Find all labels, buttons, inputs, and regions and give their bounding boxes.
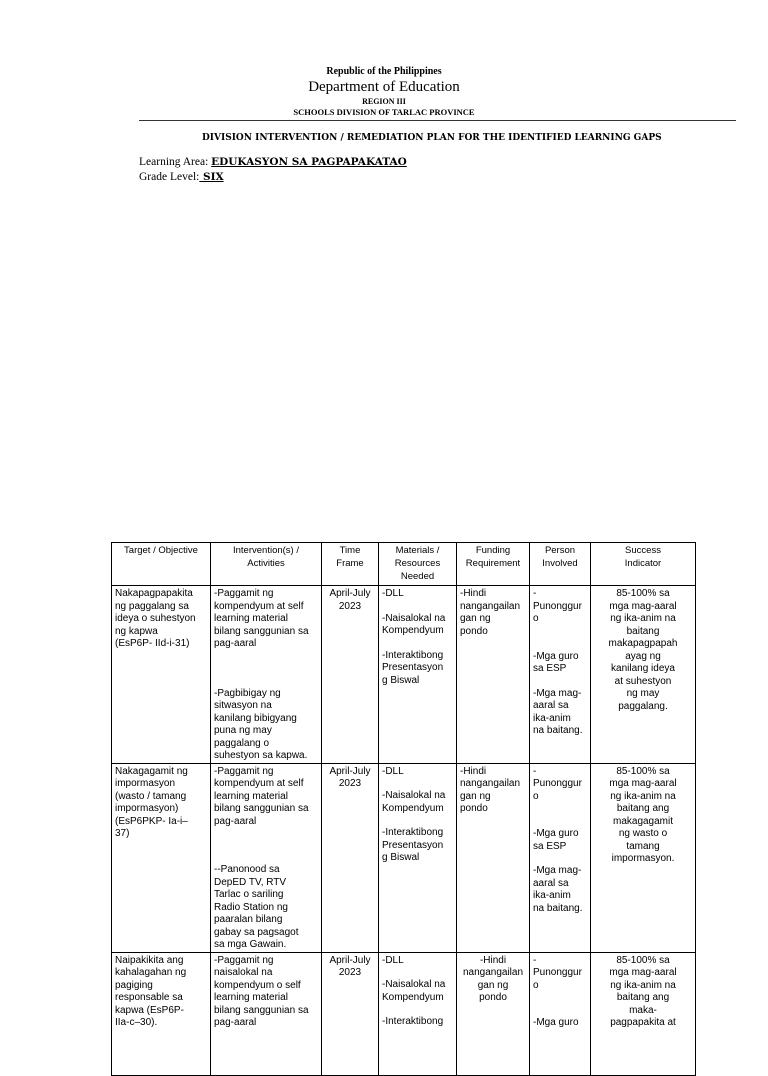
table-row: [112, 586, 696, 764]
text-line: -DLL: [382, 954, 404, 966]
text-line: kompendyum at self: [214, 600, 304, 612]
table-body: [112, 586, 696, 1076]
time-frame-cell-text: [325, 588, 375, 613]
header-text-line: Indicator: [624, 558, 662, 569]
text-line: -: [533, 954, 537, 966]
text-line: tamang: [626, 840, 660, 852]
text-line: -Hindi: [460, 765, 487, 777]
header-text-line: Frame: [336, 558, 364, 569]
materials-cell: [379, 586, 457, 764]
header-text-line: Intervention(s) /: [233, 545, 299, 556]
success-indicator-cell-text: [594, 955, 692, 1030]
target-objective-cell-text: [115, 955, 207, 1030]
header-text-line: Involved: [542, 558, 578, 569]
text-line: impormasyon.: [611, 853, 675, 864]
text-line: Presentasyon: [382, 662, 444, 673]
text-line: Radio Station ng: [214, 901, 288, 913]
text-line: paaralan bilang: [214, 914, 283, 925]
text-line: nangangailan: [460, 600, 521, 612]
text-line: 85-100% sa: [616, 954, 670, 966]
text-line: bilang sanggunian sa: [214, 803, 309, 814]
text-line: ng wasto o: [618, 828, 668, 839]
text-line: ika-anim: [533, 712, 571, 724]
materials-cell-item: [382, 790, 453, 815]
materials-cell-item: [382, 766, 453, 779]
persons-cell: [530, 586, 591, 764]
text-line: 37): [115, 828, 130, 839]
materials-cell-item: [382, 588, 453, 601]
text-line: ika-anim: [533, 890, 571, 901]
text-line: kompendyum o self: [214, 979, 301, 991]
text-line: ng kapwa: [115, 625, 158, 637]
header-text-line: Person: [544, 545, 576, 556]
text-line: 2023: [338, 967, 362, 978]
grade-level-value: SIX: [199, 171, 224, 183]
text-line: mga mag-aaral: [609, 600, 677, 612]
text-line: na baitang.: [533, 725, 583, 736]
text-line: g Biswal: [382, 674, 420, 686]
text-line: 85-100% sa: [616, 588, 670, 599]
text-line: g Biswal: [382, 852, 420, 863]
interventions-cell-item: [214, 766, 318, 829]
persons-cell-item: [533, 1017, 587, 1030]
funding-cell: [457, 586, 530, 764]
text-line: -Naisalokal na: [382, 790, 446, 801]
text-line: -Mga mag-: [533, 865, 582, 876]
persons-cell-item: [533, 651, 587, 676]
success-indicator-cell: [591, 952, 696, 1075]
text-line: Punonggur: [533, 778, 582, 789]
header-text-line: Target / Objective: [124, 545, 198, 556]
time-frame-cell-text: [325, 766, 375, 791]
text-line: April-July: [329, 588, 371, 599]
text-line: pag-aaral: [214, 815, 257, 827]
text-line: Kompendyum: [382, 802, 444, 814]
funding-cell: [457, 952, 530, 1075]
text-line: -DLL: [382, 765, 404, 777]
header-text-line: Success: [625, 545, 661, 556]
funding-cell: [457, 763, 530, 952]
success-indicator-cell: [591, 586, 696, 764]
text-line: bilang sanggunian sa: [214, 1004, 309, 1016]
funding-cell-text: [460, 955, 526, 1005]
text-line: -Paggamit ng: [214, 765, 274, 777]
learning-area-line: [139, 156, 407, 168]
text-line: (EsP6PKP- Ia-i–: [115, 815, 188, 827]
time-frame-cell: [322, 952, 379, 1075]
header-text-line: Time: [339, 545, 361, 556]
text-line: makagagamit: [612, 815, 674, 827]
text-line: Punonggur: [533, 600, 582, 612]
text-line: -DLL: [382, 588, 404, 599]
header-text-line: Activities: [247, 558, 285, 569]
text-line: -Naisalokal na: [382, 979, 446, 990]
persons-cell-item: [533, 955, 587, 993]
header-persons: [530, 543, 591, 586]
text-line: Kompendyum: [382, 991, 444, 1003]
text-line: Naipakikita ang: [115, 954, 184, 966]
text-line: April-July: [329, 954, 371, 966]
table-header-row: [112, 543, 696, 586]
text-line: baitang ang: [616, 803, 670, 814]
text-line: mga mag-aaral: [609, 778, 677, 789]
materials-cell-item: [382, 650, 453, 688]
header-materials: [379, 543, 457, 586]
header-indicator: [591, 543, 696, 586]
department-title: Department of Education: [308, 79, 460, 95]
text-line: Kompendyum: [382, 625, 444, 636]
text-line: ng ika-anim na: [610, 790, 676, 802]
success-indicator-cell-text: [594, 588, 692, 713]
text-line: -Paggamit ng: [214, 588, 274, 599]
text-line: ideya o suhestyon: [115, 613, 196, 624]
target-objective-cell: [112, 952, 211, 1075]
text-line: sa ESP: [533, 840, 567, 852]
text-line: Nakapagpapakita: [115, 588, 193, 599]
text-line: ng ika-anim na: [610, 613, 676, 624]
text-line: pondo: [460, 803, 488, 814]
text-line: sitwasyon na: [214, 700, 272, 711]
text-line: Tarlac o sariling: [214, 889, 284, 900]
text-line: Presentasyon: [382, 839, 444, 851]
text-line: -Interaktibong: [382, 1016, 444, 1027]
text-line: paggalang o: [214, 737, 270, 749]
header-target: [112, 543, 211, 586]
text-line: -Mga guro: [533, 828, 579, 839]
materials-cell-item: [382, 979, 453, 1004]
text-line: kapwa (EsP6P-: [115, 1004, 184, 1016]
header-divider: [139, 120, 736, 121]
text-line: maka-: [629, 1004, 657, 1016]
interventions-cell-item: [214, 955, 318, 1030]
text-line: pagiging: [115, 979, 153, 991]
header-funding: [457, 543, 530, 586]
persons-cell-item: [533, 688, 587, 738]
text-line: Punonggur: [533, 967, 582, 978]
text-line: gan ng: [460, 790, 491, 802]
text-line: learning material: [214, 613, 288, 624]
text-line: 85-100% sa: [616, 765, 670, 777]
text-line: ng may: [626, 688, 660, 699]
text-line: kanilang bibigyang: [214, 712, 297, 724]
text-line: ng ika-anim na: [610, 979, 676, 991]
time-frame-cell-text: [325, 955, 375, 980]
learning-area-value: EDUKASYON SA PAGPAPAKATAO: [211, 156, 407, 168]
text-line: o: [533, 613, 539, 624]
text-line: nangangailan: [460, 778, 521, 789]
text-line: 2023: [338, 600, 362, 612]
text-line: pondo: [479, 992, 507, 1003]
text-line: -Mga guro: [533, 1017, 579, 1028]
interventions-cell-item: [214, 864, 318, 952]
text-line: pag-aaral: [214, 1017, 257, 1028]
remediation-plan-table: [111, 542, 696, 1076]
region-line: REGION III: [362, 97, 406, 106]
text-line: -Paggamit ng: [214, 954, 274, 966]
text-line: paggalang.: [618, 700, 668, 712]
text-line: na baitang.: [533, 902, 583, 914]
text-line: (EsP6P- IId-i-31): [115, 638, 190, 649]
text-line: baitang ang: [616, 992, 670, 1003]
text-line: DepED TV, RTV: [214, 876, 287, 888]
target-objective-cell: [112, 763, 211, 952]
text-line: mga mag-aaral: [609, 967, 677, 978]
text-line: impormasyon: [115, 778, 176, 789]
text-line: naisalokal na: [214, 967, 273, 978]
text-line: o: [533, 979, 539, 991]
text-line: sa mga Gawain.: [214, 939, 287, 950]
interventions-cell: [211, 586, 322, 764]
text-line: o: [533, 790, 539, 802]
persons-cell: [530, 763, 591, 952]
success-indicator-cell-text: [594, 766, 692, 866]
text-line: sa ESP: [533, 663, 567, 674]
text-line: --Panonood sa: [214, 864, 280, 875]
text-line: bilang sanggunian sa: [214, 625, 309, 637]
grade-level-line: [139, 171, 224, 183]
header-text-line: Materials /: [395, 545, 440, 556]
text-line: -Interaktibong: [382, 827, 444, 838]
text-line: learning material: [214, 992, 288, 1003]
target-objective-cell-text: [115, 588, 207, 651]
text-line: gan ng: [460, 613, 491, 624]
header-time-frame: [322, 543, 379, 586]
interventions-cell-item: [214, 588, 318, 651]
text-line: -Hindi: [460, 588, 487, 599]
text-line: gan ng: [477, 979, 509, 991]
target-objective-cell-text: [115, 766, 207, 841]
text-line: puna ng may: [214, 725, 272, 736]
persons-cell-item: [533, 828, 587, 853]
header-text-line: Funding: [475, 545, 511, 556]
text-line: 2023: [338, 778, 362, 789]
text-line: kahalagahan ng: [115, 967, 187, 978]
text-line: -Mga mag-: [533, 687, 582, 699]
header-text-line: Requirement: [465, 558, 521, 569]
text-line: aaral sa: [533, 877, 569, 889]
persons-cell: [530, 952, 591, 1075]
text-line: pondo: [460, 625, 488, 637]
text-line: kanilang ideya: [611, 663, 675, 674]
text-line: (wasto / tamang: [115, 790, 187, 802]
learning-area-label: Learning Area:: [139, 156, 209, 168]
text-line: nangangailan: [462, 967, 524, 978]
text-line: ayag ng: [625, 650, 661, 662]
text-line: at suhestyon: [614, 675, 672, 687]
text-line: makapagpapah: [608, 638, 678, 649]
target-objective-cell: [112, 586, 211, 764]
materials-cell-item: [382, 827, 453, 865]
text-line: -Interaktibong: [382, 649, 444, 661]
table-row: [112, 763, 696, 952]
success-indicator-cell: [591, 763, 696, 952]
text-line: -: [533, 765, 537, 777]
time-frame-cell: [322, 763, 379, 952]
text-line: IIa-c–30).: [115, 1017, 158, 1028]
interventions-cell: [211, 952, 322, 1075]
text-line: learning material: [214, 790, 288, 802]
materials-cell-item: [382, 1016, 453, 1029]
funding-cell-text: [460, 588, 526, 638]
persons-cell-item: [533, 865, 587, 915]
text-line: -: [533, 588, 537, 599]
funding-cell-text: [460, 766, 526, 816]
text-line: aaral sa: [533, 700, 569, 711]
text-line: -Mga guro: [533, 650, 579, 662]
grade-level-label: Grade Level:: [139, 171, 200, 183]
text-line: April-July: [329, 765, 371, 777]
text-line: baitang: [626, 625, 660, 637]
text-line: suhestyon sa kapwa.: [214, 750, 308, 761]
text-line: Nakagagamit ng: [115, 765, 188, 777]
materials-cell: [379, 763, 457, 952]
text-line: responsable sa: [115, 992, 183, 1003]
text-line: ng paggalang sa: [115, 600, 189, 612]
header-text-line: Resources: [394, 558, 441, 569]
republic-line: Republic of the Philippines: [326, 66, 442, 77]
materials-cell: [379, 952, 457, 1075]
materials-cell-item: [382, 955, 453, 968]
division-line: SCHOOLS DIVISION OF TARLAC PROVINCE: [293, 107, 475, 117]
text-line: impormasyon): [115, 803, 179, 814]
text-line: pagpapakita at: [610, 1017, 676, 1028]
text-line: -Pagbibigay ng: [214, 687, 281, 699]
time-frame-cell: [322, 586, 379, 764]
plan-title: DIVISION INTERVENTION / REMEDIATION PLAN FOR THE IDENTIFIED LEARNING GAPS: [202, 133, 662, 143]
text-line: gabay sa pagsagot: [214, 926, 299, 938]
text-line: -Naisalokal na: [382, 612, 446, 624]
persons-cell-item: [533, 588, 587, 626]
text-line: -Hindi: [479, 954, 507, 966]
interventions-cell-item: [214, 688, 318, 763]
header-interventions: [211, 543, 322, 586]
text-line: pag-aaral: [214, 638, 257, 649]
materials-cell-item: [382, 613, 453, 638]
text-line: kompendyum at self: [214, 778, 304, 789]
persons-cell-item: [533, 766, 587, 804]
table-row: [112, 952, 696, 1075]
header-text-line: Needed: [400, 571, 435, 582]
interventions-cell: [211, 763, 322, 952]
